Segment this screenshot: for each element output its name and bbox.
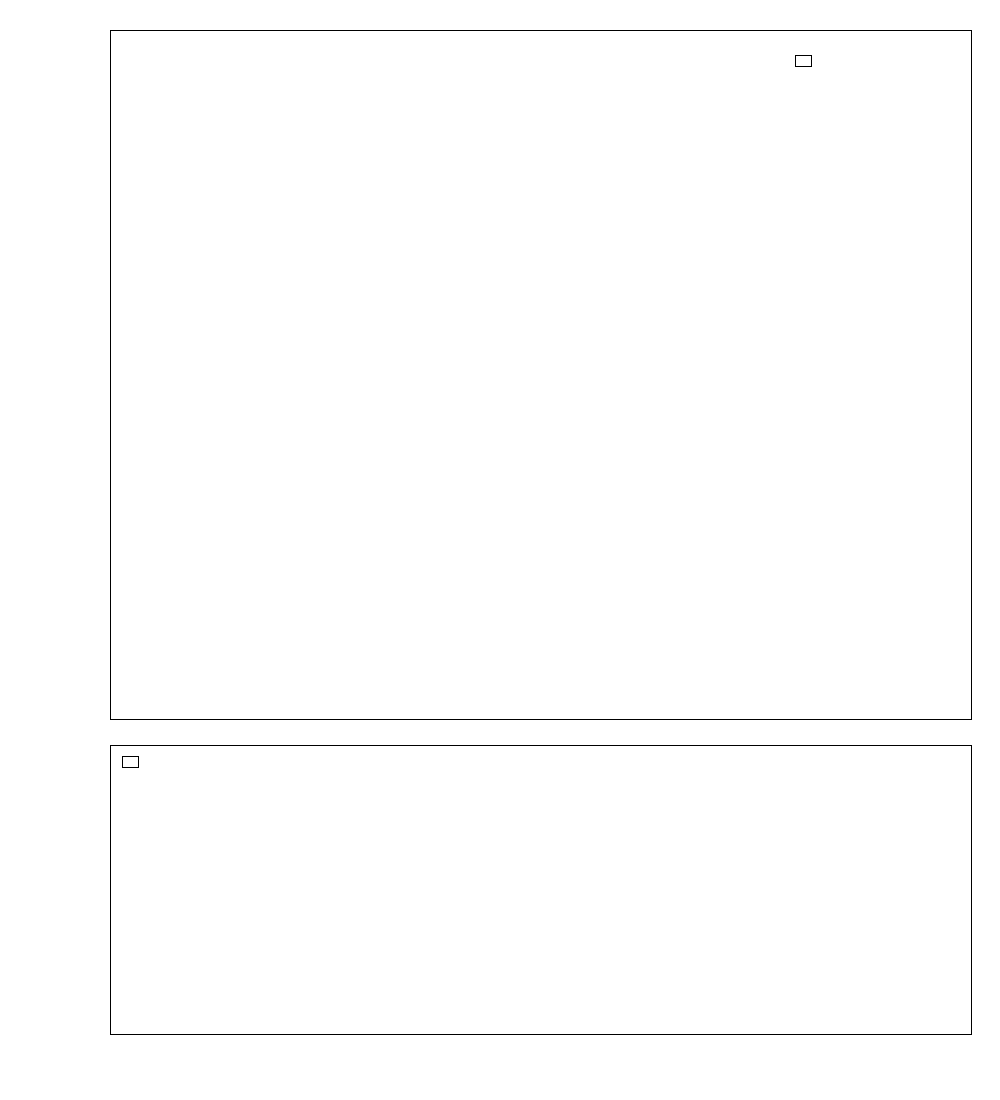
rupture-count-plot	[110, 745, 972, 1035]
top-panel-legend	[795, 55, 812, 67]
bottom-panel-legend	[122, 756, 139, 768]
incremental-rate-plot	[110, 30, 972, 720]
